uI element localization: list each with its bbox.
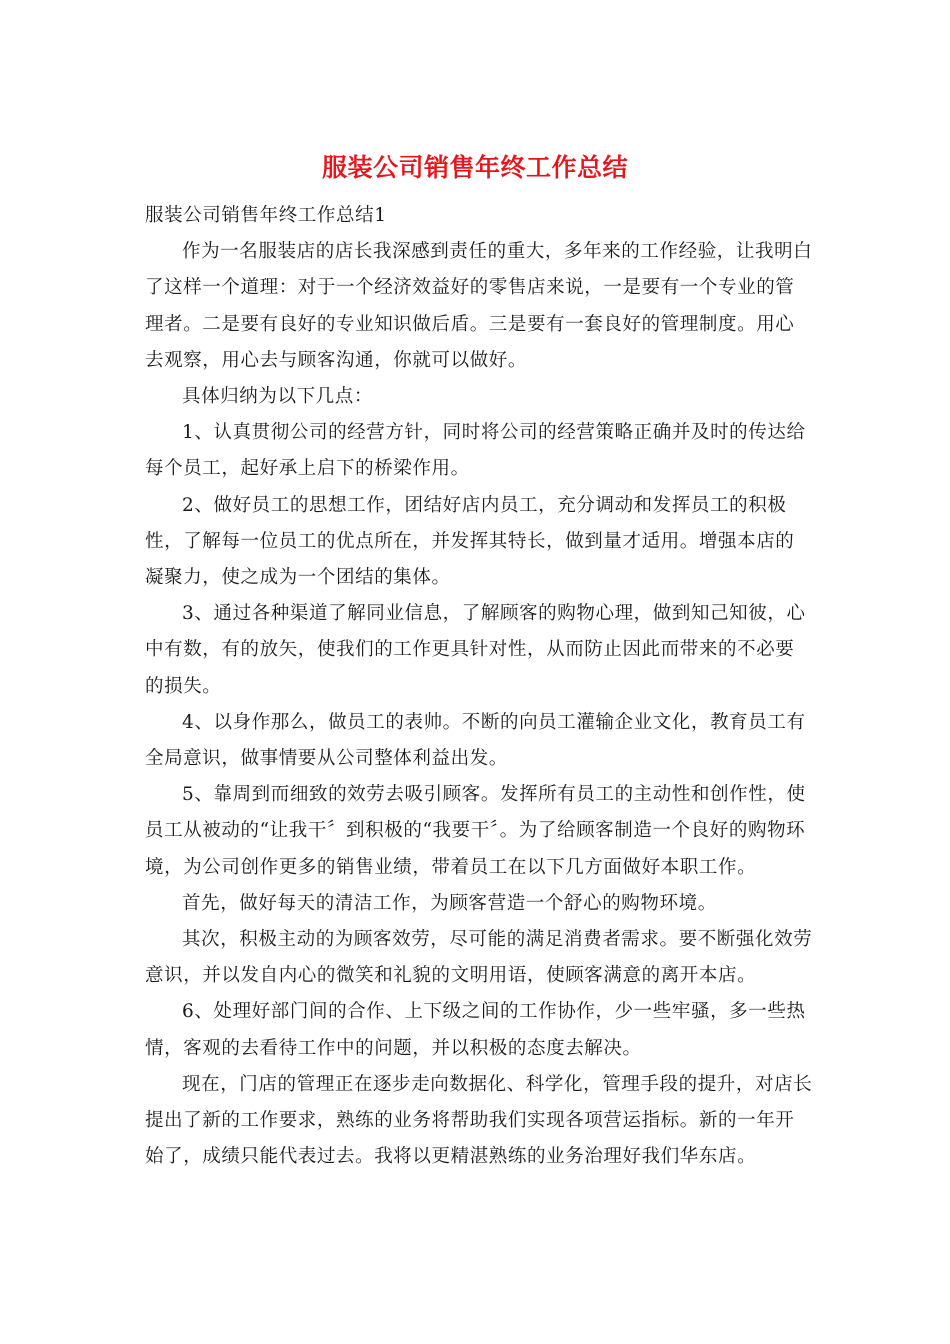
- paragraph-summary-lead: 具体归纳为以下几点：: [182, 386, 374, 408]
- paragraph-point-5: 5、靠周到而细致的效劳去吸引顾客。发挥所有员工的主动性和创作性，使员工从被动的“让我干〞到积极的“我要干〞。为了给顾客制造一个良好的购物环境，为公司创作更多的销售业绩，带着员工在以下几方面做好本职工作。: [145, 784, 806, 878]
- document-title: 服装公司销售年终工作总结: [321, 153, 628, 182]
- paragraph-subtitle: 服装公司销售年终工作总结1: [145, 205, 387, 226]
- paragraph-point-1: 1、认真贯彻公司的经营方针，同时将公司的经营策略正确并及时的传达给每个员工，起好承上启下的桥梁作用。: [145, 422, 806, 480]
- paragraph-conclusion: 现在，门店的管理正在逐步走向数据化、科学化，管理手段的提升，对店长提出了新的工作要求，熟练的业务将帮助我们实现各项营运指标。新的一年开始了，成绩只能代表过去。我将以更精湛熟练的业务治理好我们华东店。: [145, 1073, 813, 1168]
- paragraph-point-6: 6、处理好部门间的合作、上下级之间的工作协作，少一些牢骚，多一些热情，客观的去看待工作中的问题，并以积极的态度去解决。: [145, 1001, 806, 1059]
- paragraph-first: 首先，做好每天的清洁工作，为顾客营造一个舒心的购物环境。: [182, 892, 717, 914]
- paragraph-second: 其次，积极主动的为顾客效劳，尽可能的满足消费者需求。要不断强化效劳意识，并以发自内心的微笑和礼貌的文明用语，使顾客满意的离开本店。: [145, 929, 813, 987]
- document-body: [145, 198, 813, 1175]
- paragraph-intro: 作为一名服装店的店长我深感到责任的重大，多年来的工作经验，让我明白了这样一个道理：对于一个经济效益好的零售店来说，一是要有一个专业的管理者。二是要有良好的专业知识做后盾。三是要有一套良好的管理制度。用心去观察，用心去与顾客沟通，你就可以做好。: [145, 241, 813, 371]
- paragraph-point-4: 4、以身作那么，做员工的表帅。不断的向员工灌输企业文化，教育员工有全局意识，做事情要从公司整体利益出发。: [145, 711, 806, 770]
- paragraph-point-2: 2、做好员工的思想工作，团结好店内员工，充分调动和发挥员工的积极性，了解每一位员工的优点所在，并发挥其特长，做到量才适用。增强本店的凝聚力，使之成为一个团结的集体。: [145, 494, 795, 589]
- paragraph-point-3: 3、通过各种渠道了解同业信息，了解顾客的购物心理，做到知己知彼，心中有数，有的放矢，使我们的工作更具针对性，从而防止因此而带来的不必要的损失。: [145, 603, 806, 697]
